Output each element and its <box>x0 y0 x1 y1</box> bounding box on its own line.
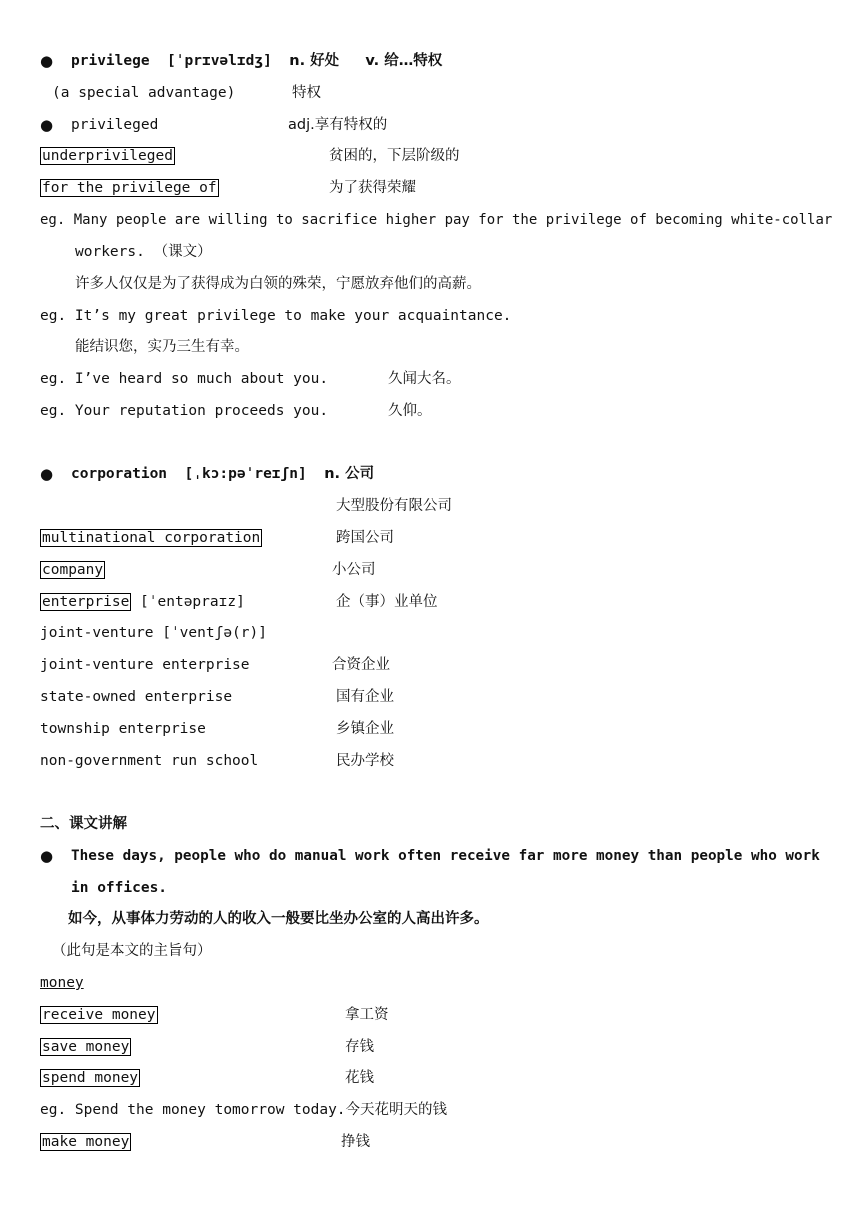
example-zh: 久仰。 <box>388 403 432 419</box>
example-en: workers. （课文） <box>75 244 212 260</box>
def-enterprise: 企（事）业单位 <box>336 594 438 610</box>
key-sentence-en: in offices. <box>71 880 168 896</box>
bullet-icon: ● <box>40 847 54 865</box>
def-save-money: 存钱 <box>345 1039 374 1055</box>
part-of-speech: n. 公司 <box>324 466 375 482</box>
term-enterprise: enterprise [ˈentəpraɪz] <box>42 594 245 610</box>
example-en: eg. Your reputation proceeds you. <box>40 403 329 419</box>
term-township: township enterprise <box>40 721 206 737</box>
def-underprivileged: 贫困的，下层阶级的 <box>329 148 460 164</box>
term-underprivileged: underprivileged <box>42 148 173 164</box>
term-receive-money: receive money <box>42 1007 156 1023</box>
bullet-icon: ● <box>40 116 54 134</box>
term-company: company <box>42 562 104 578</box>
def-multinational: 跨国公司 <box>336 530 394 546</box>
term-multinational-corporation: multinational corporation <box>42 530 261 546</box>
part-of-speech: v. 给…特权 <box>365 53 443 69</box>
term-spend-money: spend money <box>42 1070 139 1086</box>
headword: corporation <box>71 466 168 482</box>
pronunciation: [ˌkɔ:pəˈreɪʃn] <box>184 466 307 482</box>
example-en: eg. I’ve heard so much about you. <box>40 371 329 387</box>
term-money: money <box>40 975 84 991</box>
term-make-money: make money <box>42 1134 130 1150</box>
entry-header-corporation <box>71 464 374 484</box>
def-make-money: 挣钱 <box>341 1134 370 1150</box>
term-non-government: non-government run school <box>40 753 259 769</box>
section-heading: 二、课文讲解 <box>40 816 127 832</box>
example-spend: eg. Spend the money tomorrow today.今天花明天的钱 <box>40 1102 448 1118</box>
part-of-speech: n. 好处 <box>289 53 340 69</box>
pronunciation: [ˈprɪvəlɪdʒ] <box>167 53 272 69</box>
example-zh: 能结识您，实乃三生有幸。 <box>75 339 249 355</box>
def-non-government: 民办学校 <box>336 753 394 769</box>
note: （此句是本文的主旨句） <box>52 943 212 959</box>
pronunciation: [ˈentəpraɪz] <box>140 594 245 610</box>
def-privileged: adj.享有特权的 <box>288 117 388 133</box>
key-sentence-en: These days, people who do manual work often receive far more money than people who work <box>71 848 820 864</box>
term-state-owned: state-owned enterprise <box>40 689 233 705</box>
term-privileged: privileged <box>71 117 159 133</box>
def-for-the-privilege-of: 为了获得荣耀 <box>329 180 416 196</box>
def-receive-money: 拿工资 <box>345 1007 389 1023</box>
example-zh: 久闻大名。 <box>388 371 461 387</box>
def-township: 乡镇企业 <box>336 721 394 737</box>
term-for-the-privilege-of: for the privilege of <box>42 180 217 196</box>
term-save-money: save money <box>42 1039 130 1055</box>
term-joint-venture: joint-venture [ˈventʃə(r)] <box>40 625 267 641</box>
bullet-icon: ● <box>40 465 54 483</box>
def-company: 小公司 <box>332 562 376 578</box>
example-en: eg. Many people are willing to sacrifice higher pay for the privilege of becoming white-collar <box>40 212 833 228</box>
gloss-en: (a special advantage) <box>52 85 236 101</box>
def-corporation: 大型股份有限公司 <box>336 498 452 514</box>
gloss-line <box>52 83 235 103</box>
def-state-owned: 国有企业 <box>336 689 394 705</box>
example-en: eg. It’s my great privilege to make your acquaintance. <box>40 308 512 324</box>
headword: privilege <box>71 53 150 69</box>
def-spend-money: 花钱 <box>345 1070 374 1086</box>
bullet-icon: ● <box>40 52 54 70</box>
entry-header-privilege <box>71 51 442 71</box>
gloss-zh: 特权 <box>292 85 321 101</box>
key-sentence-zh: 如今，从事体力劳动的人的收入一般要比坐办公室的人高出许多。 <box>68 911 489 927</box>
def-joint-venture-enterprise: 合资企业 <box>332 657 390 673</box>
term-joint-venture-enterprise: joint-venture enterprise <box>40 657 250 673</box>
example-zh: 许多人仅仅是为了获得成为白领的殊荣，宁愿放弃他们的高薪。 <box>75 276 481 292</box>
